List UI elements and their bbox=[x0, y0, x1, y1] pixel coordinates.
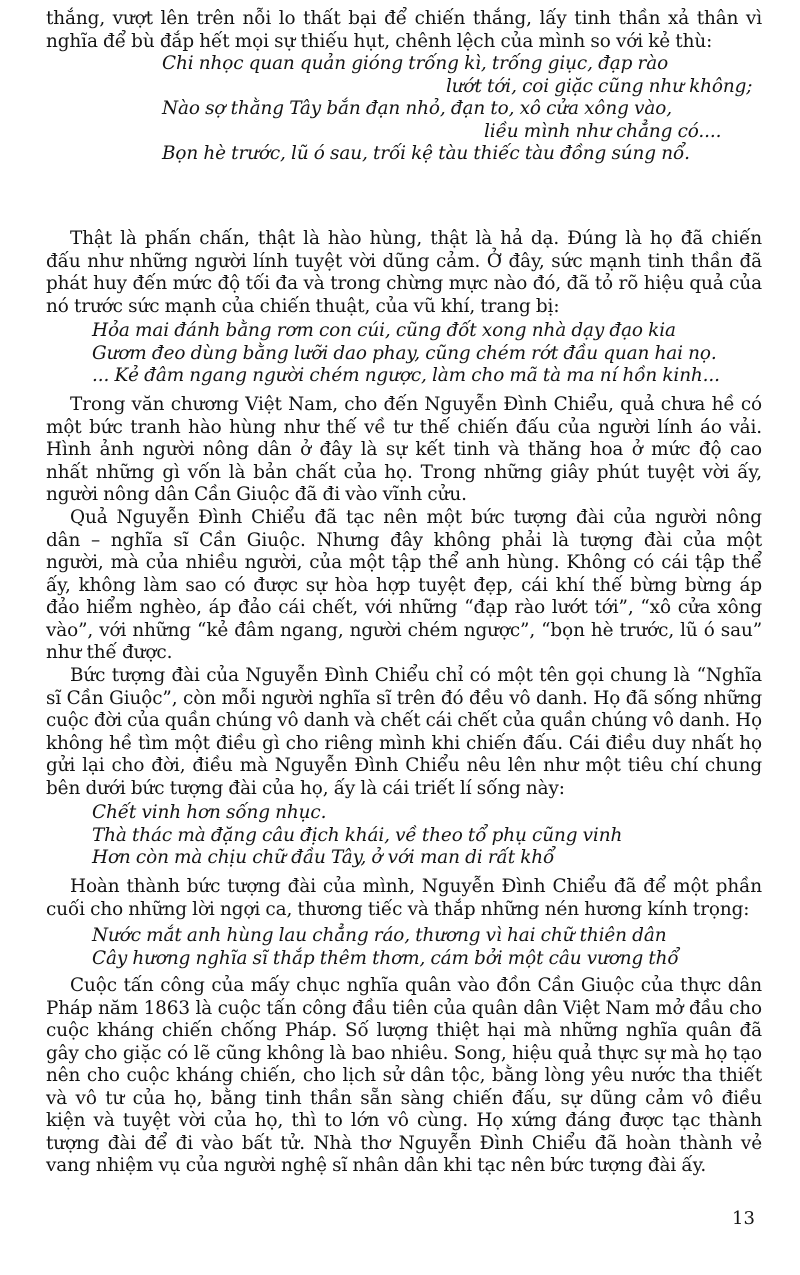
verse-line: Nước mắt anh hùng lau chẳng ráo, thương vì hai chữ thiên dân bbox=[92, 925, 667, 946]
verse-line: ... Kẻ đâm ngang người chém ngược, làm cho mã tà ma ní hồn kinh... bbox=[92, 365, 720, 386]
text-line: nên cho cuộc kháng chiến, cho lịch sử dân tộc, bằng lòng yêu nước tha thiết bbox=[46, 1065, 762, 1086]
text-line: Bức tượng đài của Nguyễn Đình Chiểu chỉ có một tên gọi chung là “Nghĩa bbox=[70, 665, 762, 686]
text-line: vang nhiệm vụ của người nghệ sĩ nhân dân khi tạc nên bức tượng đài ấy. bbox=[46, 1155, 707, 1176]
text-line: thắng, vượt lên trên nỗi lo thất bại để chiến thắng, lấy tinh thần xả thân vì bbox=[46, 8, 762, 29]
text-line: ấy, không làm sao có được sự hòa hợp tuyệt đẹp, cái khí thế bừng bừng áp bbox=[46, 574, 762, 596]
text-line: cuộc kháng chiến chống Pháp. Số lượng thiệt hại mà những nghĩa quân đã bbox=[46, 1020, 762, 1041]
text-line: bên dưới bức tượng đài của họ, ấy là cái triết lí sống này: bbox=[46, 777, 565, 799]
text-line: một bức tranh hào hùng như thế về tư thế chiến đấu của người lính áo vải. bbox=[46, 416, 762, 438]
verse-line: Cây hương nghĩa sĩ thắp thêm thơm, cám bởi một câu vương thổ bbox=[92, 947, 679, 969]
text-line: đấu như những người lính tuyệt vời dũng cảm. Ở đây, sức mạnh tinh thần đã bbox=[46, 250, 762, 272]
text-line: gửi lại cho đời, điều mà Nguyễn Đình Chiểu nêu lên như một tiêu chí chung bbox=[46, 755, 762, 776]
verse-quote-1 bbox=[46, 53, 762, 166]
verse-line: Nào sợ thằng Tây bắn đạn nhỏ, đạn to, xô cửa xông vào, bbox=[162, 98, 672, 119]
text-line: người, mà của nhiều người, của một tập thể anh hùng. Không có cái tập thể bbox=[46, 552, 762, 573]
paragraph-intro bbox=[46, 8, 762, 53]
text-line: nghĩa để bù đắp hết mọi sự thiếu hụt, chênh lệch của mình so với kẻ thù: bbox=[46, 30, 713, 52]
text-line: Quả Nguyễn Đình Chiểu đã tạc nên một bức tượng đài của người nông bbox=[70, 507, 762, 528]
verse-quote-2 bbox=[46, 320, 762, 388]
text-line: đảo hiểm nghèo, áp đảo cái chết, với những “đạp rào lướt tới”, “xô cửa xông bbox=[46, 597, 762, 618]
verse-line: Hỏa mai đánh bằng rơm con cúi, cũng đốt xong nhà dạy đạo kia bbox=[92, 320, 676, 341]
verse-line: Thà thác mà đặng câu địch khái, về theo tổ phụ cũng vinh bbox=[92, 824, 623, 846]
verse-line: Gươm đeo dùng bằng lưỡi dao phay, cũng chém rớt đầu quan hai nọ. bbox=[92, 342, 717, 364]
text-line: như thế được. bbox=[46, 642, 173, 663]
text-line: gây cho giặc có lẽ cũng không là bao nhiêu. Song, hiệu quả thực sự mà họ tạo bbox=[46, 1042, 762, 1064]
text-line: Hoàn thành bức tượng đài của mình, Nguyễn Đình Chiểu đã để một phần bbox=[70, 876, 762, 897]
verse-line: liều mình như chẳng có.... bbox=[484, 120, 722, 142]
paragraph-4 bbox=[46, 507, 762, 665]
verse-line: Chết vinh hơn sống nhục. bbox=[92, 802, 327, 823]
document-page bbox=[46, 0, 762, 1275]
text-line: vào”, với những “kẻ đâm ngang, người chém ngược”, “bọn hè trước, lũ ó sau” bbox=[46, 619, 762, 641]
verse-line: lướt tới, coi giặc cũng như không; bbox=[446, 75, 753, 97]
paragraph-5 bbox=[46, 665, 762, 800]
text-line: phát huy đến mức độ tối đa và trong chừng mực nào đó, đã tỏ rõ hiệu quả của bbox=[46, 273, 762, 294]
paragraph-6 bbox=[46, 876, 762, 921]
text-line: Pháp năm 1863 là cuộc tấn công đầu tiên của quân dân Việt Nam mở đầu cho bbox=[46, 997, 762, 1019]
text-line: Trong văn chương Việt Nam, cho đến Nguyễn Đình Chiểu, quả chưa hề có bbox=[70, 394, 762, 415]
text-line: Cuộc tấn công của mấy chục nghĩa quân vào đồn Cần Giuộc của thực dân bbox=[70, 975, 762, 996]
text-line: và vô tư của họ, bằng tinh thần sẵn sàng chiến đấu, sự dũng cảm vô điều bbox=[46, 1087, 762, 1109]
verse-line: Hơn còn mà chịu chữ đầu Tây, ở với man di rất khổ bbox=[92, 847, 555, 868]
text-line: cuộc đời của quần chúng vô danh và chết cái chết của quần chúng vô danh. Họ bbox=[46, 710, 762, 731]
verse-quote-4 bbox=[46, 925, 762, 970]
text-line: cuối cho những lời ngợi ca, thương tiếc và thắp những nén hương kính trọng: bbox=[46, 898, 750, 920]
paragraph-3 bbox=[46, 394, 762, 507]
text-line: nó trước sức mạnh của chiến thuật, của vũ khí, trang bị: bbox=[46, 295, 560, 317]
paragraph-2 bbox=[46, 228, 762, 318]
verse-line: Chi nhọc quan quản gióng trống kì, trống giục, đạp rào bbox=[162, 53, 669, 74]
text-line: người nông dân Cần Giuộc đã đi vào vĩnh cửu. bbox=[46, 484, 467, 505]
verse-quote-3 bbox=[46, 802, 762, 870]
text-line: Thật là phấn chấn, thật là hào hùng, thật là hả dạ. Đúng là họ đã chiến bbox=[70, 228, 762, 249]
text-line: không hề tìm một điều gì cho riêng mình khi chiến đấu. Cái điều duy nhất họ bbox=[46, 732, 762, 754]
verse-line: Bọn hè trước, lũ ó sau, trối kệ tàu thiếc tàu đồng súng nổ. bbox=[162, 143, 690, 164]
text-line: kiện và tuyệt vời của họ, thì to lớn vô cùng. Họ xứng đáng được tạc thành bbox=[46, 1110, 762, 1131]
text-line: dân – nghĩa sĩ Cần Giuộc. Nhưng đây không phải là tượng đài của một bbox=[46, 529, 762, 551]
text-line: Hình ảnh người nông dân ở đây là sự kết tinh và thăng hoa ở mức độ cao bbox=[46, 439, 762, 460]
text-line: sĩ Cần Giuộc”, còn mỗi người nghĩa sĩ trên đó đều vô danh. Họ đã sống những bbox=[46, 687, 762, 709]
text-line: nhất những gì vốn là bản chất của họ. Trong những giây phút tuyệt vời ấy, bbox=[46, 461, 762, 483]
page-number: 13 bbox=[732, 1208, 755, 1229]
text-line: tượng đài để đi vào bất tử. Nhà thơ Nguyễn Đình Chiểu đã hoàn thành vẻ bbox=[46, 1132, 762, 1154]
paragraph-7 bbox=[46, 975, 762, 1178]
